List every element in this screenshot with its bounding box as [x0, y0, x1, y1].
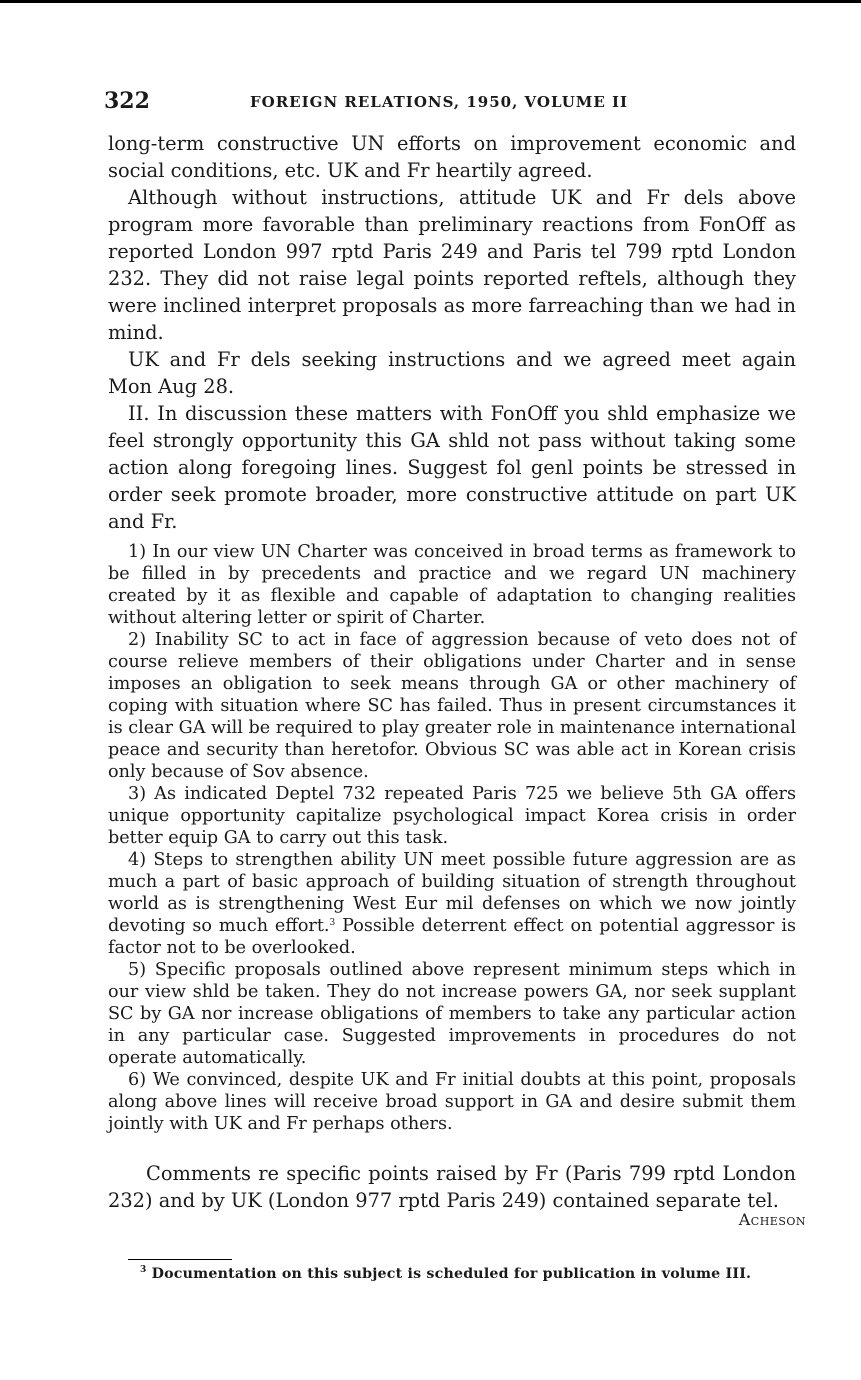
footnote-text: Documentation on this subject is scheduled for publication in volume III. — [151, 1266, 752, 1282]
closing-section — [108, 1160, 796, 1214]
page-header — [104, 88, 804, 118]
numbered-points — [108, 541, 796, 1135]
footnote-reference: 3 — [329, 918, 336, 928]
point-5: 5) Specific proposals outlined above represent minimum steps which in our view shld be taken. They do not increase powers GA, nor seek supplant SC by GA nor increase obligations of members to take any particular action in any particular case. Suggested improvements in procedures do not operate automatically. — [108, 960, 796, 1068]
paragraph-section-two: II. In discussion these matters with FonOff you shld emphasize we feel strongly opportunity this GA shld not pass without taking some action along foregoing lines. Suggest fol genl points be stressed in order seek promote broader, more constructive attitude on part UK and Fr. — [108, 402, 796, 533]
closing-comments: Comments re specific points raised by Fr (Paris 799 rptd London 232) and by UK (London 977 rptd Paris 249) contained separate tel. — [108, 1162, 796, 1212]
running-head: FOREIGN RELATIONS, 1950, VOLUME II — [250, 93, 629, 111]
footnote-marker: 3 — [140, 1265, 147, 1275]
paragraph-instructions: UK and Fr dels seeking instructions and we agreed meet again Mon Aug 28. — [108, 348, 796, 398]
point-6: 6) We convinced, despite UK and Fr initial doubts at this point, proposals along above lines will receive broad support in GA and desire submit them jointly with UK and Fr perhaps others. — [108, 1070, 796, 1134]
point-3: 3) As indicated Deptel 732 repeated Paris 725 we believe 5th GA offers unique opportunity capitalize psychological impact Korea crisis in order better equip GA to carry out this task. — [108, 784, 796, 848]
point-1: 1) In our view UN Charter was conceived in broad terms as framework to be filled in by precedents and practice and we regard UN machinery created by it as flexible and capable of adaptation to changing realities without altering letter or spirit of Charter. — [108, 542, 796, 628]
top-border-line — [0, 0, 861, 3]
opening-paragraphs — [108, 130, 796, 535]
point-2: 2) Inability SC to act in face of aggression because of veto does not of course relieve members of their obligations under Charter and in sense imposes an obligation to seek means through GA or other machinery of coping with situation where SC has failed. Thus in present circumstances it is clear GA will be required to play greater role in maintenance international peace and security than heretofor. Obvious SC was able act in Korean crisis only because of Sov absence. — [108, 630, 796, 782]
page-number: 322 — [104, 88, 150, 114]
point-4-text: 4) Steps to strengthen ability UN meet possible future aggression are as much a part of basic approach of building situation of strength throughout world as is strengthening West Eur mil defenses on which we now jointly devoting so much effort. — [108, 850, 796, 936]
paragraph-attitude: Although without instructions, attitude UK and Fr dels above program more favorable than preliminary reactions from FonOff as reported London 997 rptd Paris 249 and Paris tel 799 rptd London 232. They did not raise legal points reported reftels, although they were inclined interpret proposals as more farreaching than we had in mind. — [108, 186, 796, 344]
footnote-divider — [128, 1259, 232, 1260]
footnote — [140, 1266, 810, 1282]
point-4-text-continued: Possible deterrent effect on potential aggressor is factor not to be overlooked. — [108, 916, 796, 958]
paragraph-continuation: long-term constructive UN efforts on improvement economic and social conditions, etc. UK and Fr heartily agreed. — [108, 132, 796, 182]
point-4 — [108, 849, 796, 959]
signature: Acheson — [738, 1210, 806, 1229]
